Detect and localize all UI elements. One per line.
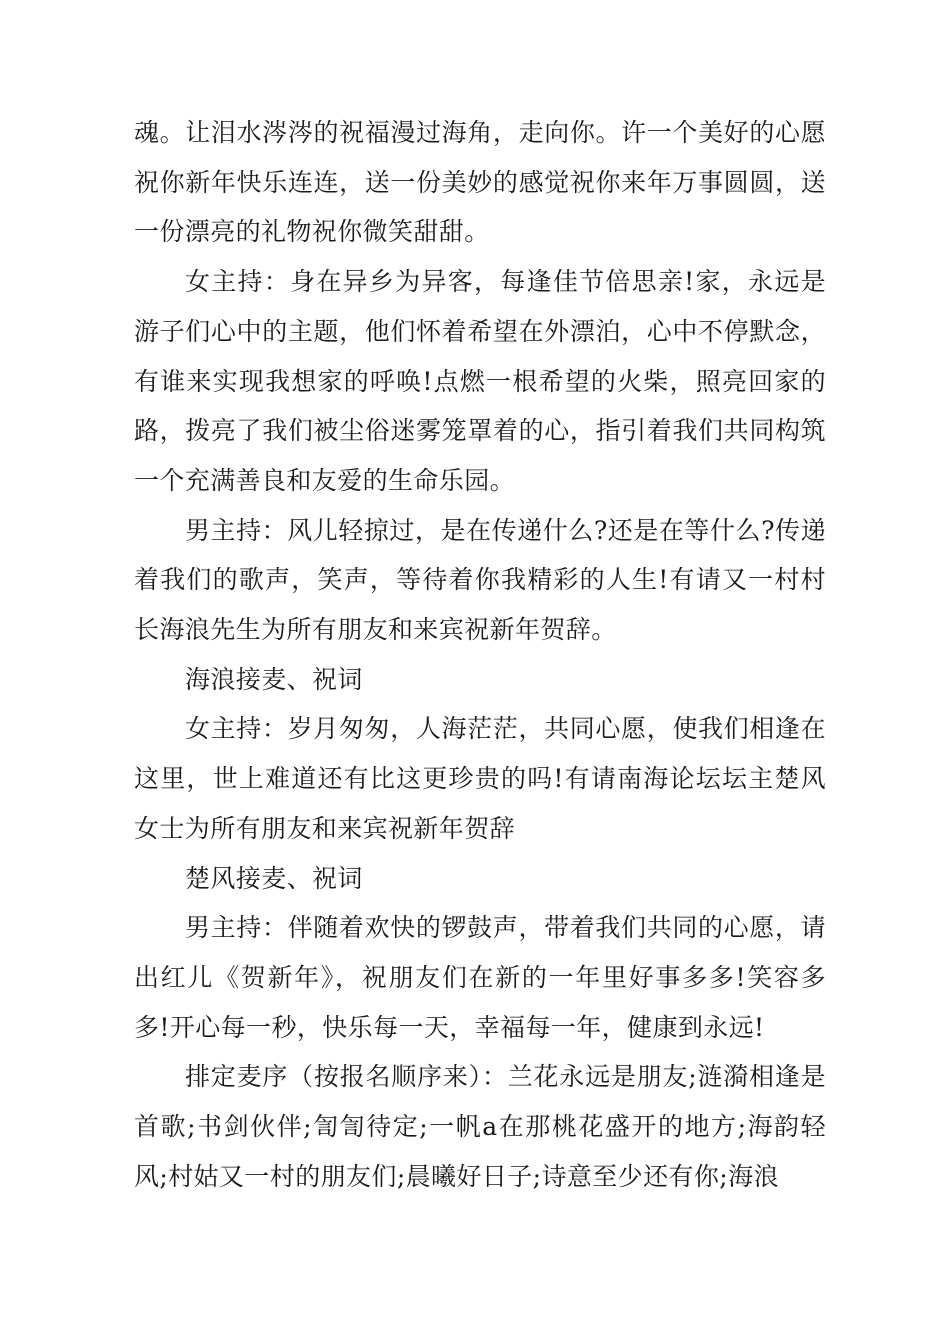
- paragraph-hailang-speech: 海浪接麦、祝词: [185, 664, 363, 694]
- paragraph-mic-order: 排定麦序（按报名顺序来）：兰花永远是朋友;涟漪相逢是首歌;书剑伙伴;訇訇待定;一帆a在那桃花盛开的地方;海韵轻风;村姑又一村的朋友们;晨曦好日子;诗意至少还有你;海浪: [134, 1062, 826, 1191]
- paragraph-chufeng-speech: 楚风接麦、祝词: [185, 863, 363, 893]
- document-body: [134, 108, 826, 1201]
- paragraph-male-host-2: 男主持：伴随着欢快的锣鼓声，带着我们共同的心愿，请出红儿《贺新年》，祝朋友们在新的一年里好事多多!笑容多多!开心每一秒，快乐每一天，幸福每一年，健康到永远!: [134, 913, 826, 1042]
- paragraph-female-host-1: 女主持：身在异乡为异客，每逢佳节倍思亲!家，永远是游子们心中的主题，他们怀着希望在外漂泊，心中不停默念，有谁来实现我想家的呼唤!点燃一根希望的火柴，照亮回家的路，拨亮了我们被尘俗迷雾笼罩着的心，指引着我们共同构筑一个充满善良和友爱的生命乐园。: [134, 267, 826, 495]
- paragraph-male-host-1: 男主持：风儿轻掠过，是在传递什么?还是在等什么?传递着我们的歌声，笑声，等待着你我精彩的人生!有请又一村村长海浪先生为所有朋友和来宾祝新年贺辞。: [134, 515, 826, 645]
- paragraph-continuation: 魂。让泪水涔涔的祝福漫过海角，走向你。许一个美好的心愿祝你新年快乐连连，送一份美妙的感觉祝你来年万事圆圆，送一份漂亮的礼物祝你微笑甜甜。: [134, 118, 826, 247]
- paragraph-female-host-2: 女主持：岁月匆匆，人海茫茫，共同心愿，使我们相逢在这里，世上难道还有比这更珍贵的吗!有请南海论坛坛主楚风女士为所有朋友和来宾祝新年贺辞: [134, 714, 826, 843]
